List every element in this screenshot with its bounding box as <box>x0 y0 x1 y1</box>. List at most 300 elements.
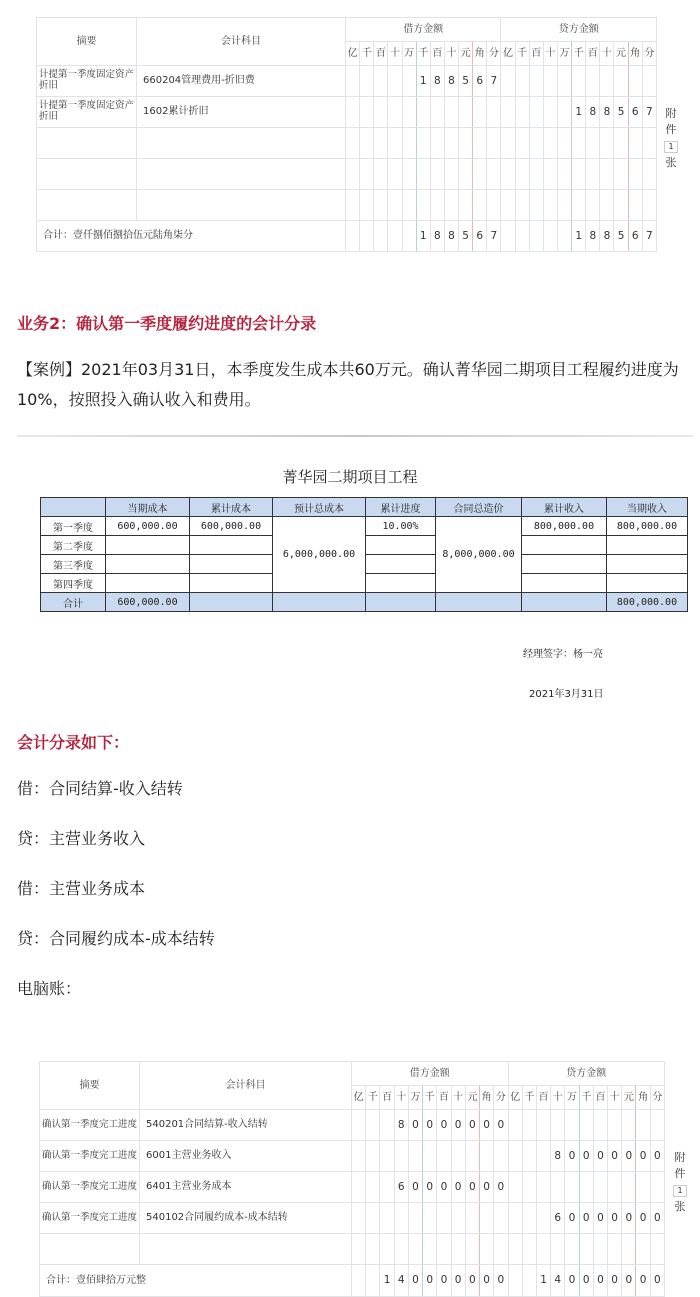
credit-digit <box>515 97 529 128</box>
empty-cell <box>416 159 430 190</box>
empty-cell <box>137 128 346 159</box>
digit-place-header: 千 <box>366 1086 380 1110</box>
attachment-count-box: 1 <box>673 1185 687 1197</box>
quarter-label: 第四季度 <box>41 574 106 593</box>
empty-cell <box>551 1234 565 1265</box>
credit-digit: 0 <box>608 1141 622 1172</box>
debit-digit <box>360 97 374 128</box>
empty-cell <box>37 190 137 221</box>
digit-place-header: 千 <box>416 42 430 66</box>
column-header-account: 会计科目 <box>140 1062 352 1110</box>
empty-cell <box>557 190 571 221</box>
empty-cell <box>572 159 586 190</box>
digit-place-header: 百 <box>586 42 600 66</box>
empty-cell <box>402 128 416 159</box>
debit-digit: 0 <box>494 1172 508 1203</box>
total-label: 合计：壹仟捌佰捌拾伍元陆角柒分 <box>37 221 346 252</box>
empty-cell <box>522 593 607 612</box>
credit-digit: 0 <box>650 1141 664 1172</box>
section-heading: 业务2：确认第一季度履约进度的会计分录 <box>17 314 317 333</box>
debit-digit <box>352 1110 366 1141</box>
debit-digit <box>380 1203 394 1234</box>
header-corner <box>41 498 106 517</box>
empty-cell <box>346 159 360 190</box>
empty-cell <box>360 159 374 190</box>
debit-digit <box>430 97 444 128</box>
debit-digit <box>374 66 388 97</box>
empty-cell <box>522 536 607 555</box>
debit-digit <box>352 1203 366 1234</box>
row-account: 6401主营业务成本 <box>140 1172 352 1203</box>
total-debit-digit: 5 <box>459 221 473 252</box>
empty-cell <box>650 1234 664 1265</box>
total-debit-digit: 0 <box>479 1265 493 1297</box>
debit-digit <box>366 1172 380 1203</box>
total-label: 合计：壹佰肆拾万元整 <box>40 1265 352 1297</box>
debit-digit <box>437 1203 451 1234</box>
column-header-debit: 借方金额 <box>352 1062 509 1086</box>
empty-cell <box>487 128 501 159</box>
digit-place-header: 角 <box>628 42 642 66</box>
digit-place-header: 千 <box>423 1086 437 1110</box>
empty-cell <box>607 536 688 555</box>
debit-digit <box>388 66 402 97</box>
empty-cell <box>515 190 529 221</box>
empty-cell <box>636 1234 650 1265</box>
total-credit-digit: 8 <box>600 221 614 252</box>
total-credit-digit <box>543 221 557 252</box>
empty-cell <box>600 128 614 159</box>
empty-cell <box>473 128 487 159</box>
digit-place-header: 元 <box>622 1086 636 1110</box>
debit-digit <box>366 1110 380 1141</box>
credit-digit <box>608 1110 622 1141</box>
digit-place-header: 百 <box>529 42 543 66</box>
voucher-row <box>40 1110 665 1141</box>
debit-digit: 0 <box>437 1172 451 1203</box>
credit-digit <box>650 1172 664 1203</box>
credit-digit <box>565 1172 579 1203</box>
empty-cell <box>642 159 656 190</box>
total-credit-digit <box>515 221 529 252</box>
credit-digit <box>551 1172 565 1203</box>
row-summary: 计提第一季度固定资产折旧 <box>37 97 137 128</box>
total-debit-digit <box>402 221 416 252</box>
empty-cell <box>37 128 137 159</box>
empty-cell <box>190 593 273 612</box>
entry-line-1: 借：合同结算-收入结转 <box>17 779 183 798</box>
digit-place-header: 十 <box>600 42 614 66</box>
empty-cell <box>190 555 273 574</box>
credit-digit <box>622 1110 636 1141</box>
empty-cell <box>600 190 614 221</box>
empty-cell <box>106 555 190 574</box>
debit-digit <box>394 1203 408 1234</box>
credit-digit: 6 <box>551 1203 565 1234</box>
debit-digit: 8 <box>394 1110 408 1141</box>
digit-place-header: 分 <box>494 1086 508 1110</box>
credit-digit: 6 <box>628 97 642 128</box>
entries-heading: 会计分录如下： <box>17 733 130 752</box>
empty-cell <box>436 593 522 612</box>
empty-cell <box>459 159 473 190</box>
empty-cell <box>508 1234 522 1265</box>
debit-digit <box>473 97 487 128</box>
estimated-total-cost: 6,000,000.00 <box>273 517 366 593</box>
debit-digit <box>360 66 374 97</box>
empty-cell <box>402 190 416 221</box>
attachment-count <box>660 106 682 171</box>
quarter-label: 第一季度 <box>41 517 106 536</box>
empty-cell <box>388 128 402 159</box>
manager-signature: 经理签字：杨一亮 <box>523 649 603 660</box>
total-credit-digit: 1 <box>536 1265 550 1297</box>
total-debit-digit: 0 <box>437 1265 451 1297</box>
credit-digit <box>529 66 543 97</box>
digit-place-header: 元 <box>459 42 473 66</box>
row-summary: 确认第一季度完工进度 <box>40 1203 140 1234</box>
empty-cell <box>416 190 430 221</box>
total-credit-digit: 4 <box>551 1265 565 1297</box>
empty-cell <box>430 128 444 159</box>
total-debit-digit: 8 <box>444 221 458 252</box>
credit-digit <box>529 97 543 128</box>
empty-cell <box>586 190 600 221</box>
debit-digit <box>380 1172 394 1203</box>
digit-place-header: 万 <box>402 42 416 66</box>
empty-cell <box>366 536 436 555</box>
signature-date: 2021年3月31日 <box>529 689 604 700</box>
total-credit-digit <box>529 221 543 252</box>
header-cumulative-cost: 累计成本 <box>190 498 273 517</box>
debit-digit: 0 <box>437 1110 451 1141</box>
empty-cell <box>529 128 543 159</box>
total-credit-digit <box>522 1265 536 1297</box>
empty-cell <box>614 159 628 190</box>
digit-place-header: 百 <box>374 42 388 66</box>
credit-digit <box>650 1110 664 1141</box>
empty-cell <box>572 128 586 159</box>
empty-cell <box>346 128 360 159</box>
empty-cell <box>190 536 273 555</box>
digit-place-header: 万 <box>557 42 571 66</box>
q1-cumulative-cost: 600,000.00 <box>190 517 273 536</box>
total-debit-digit: 1 <box>380 1265 394 1297</box>
credit-digit <box>522 1172 536 1203</box>
debit-digit <box>423 1203 437 1234</box>
debit-digit <box>408 1141 422 1172</box>
digit-place-header: 元 <box>465 1086 479 1110</box>
empty-cell <box>522 1234 536 1265</box>
debit-digit <box>394 1141 408 1172</box>
total-debit-digit <box>346 221 360 252</box>
voucher-row <box>40 1172 665 1203</box>
digit-place-header: 亿 <box>352 1086 366 1110</box>
column-header-credit: 贷方金额 <box>501 18 656 42</box>
debit-digit: 0 <box>479 1110 493 1141</box>
empty-cell <box>579 1234 593 1265</box>
debit-digit <box>346 97 360 128</box>
credit-digit <box>614 66 628 97</box>
digit-place-header: 万 <box>408 1086 422 1110</box>
empty-cell <box>543 159 557 190</box>
credit-digit <box>536 1172 550 1203</box>
total-credit-digit <box>501 221 515 252</box>
digit-place-header: 千 <box>515 42 529 66</box>
debit-digit <box>380 1110 394 1141</box>
empty-cell <box>515 128 529 159</box>
total-current-cost: 600,000.00 <box>106 593 190 612</box>
empty-cell <box>416 128 430 159</box>
column-header-summary: 摘要 <box>37 18 137 66</box>
credit-digit <box>608 1172 622 1203</box>
credit-digit: 0 <box>636 1141 650 1172</box>
credit-digit <box>557 66 571 97</box>
credit-digit <box>501 66 515 97</box>
empty-cell <box>536 1234 550 1265</box>
empty-cell <box>388 159 402 190</box>
total-credit-digit <box>557 221 571 252</box>
total-credit-digit: 6 <box>628 221 642 252</box>
credit-digit: 0 <box>650 1203 664 1234</box>
empty-cell <box>40 1234 140 1265</box>
row-account: 660204管理费用-折旧费 <box>137 66 346 97</box>
debit-digit: 0 <box>494 1110 508 1141</box>
total-debit-digit: 0 <box>465 1265 479 1297</box>
digit-place-header: 分 <box>650 1086 664 1110</box>
digit-place-header: 千 <box>360 42 374 66</box>
debit-digit <box>352 1141 366 1172</box>
total-credit-digit: 0 <box>622 1265 636 1297</box>
debit-digit <box>402 97 416 128</box>
empty-cell <box>423 1234 437 1265</box>
empty-cell <box>501 190 515 221</box>
empty-cell <box>642 190 656 221</box>
digit-place-header: 亿 <box>508 1086 522 1110</box>
credit-digit: 0 <box>593 1141 607 1172</box>
empty-cell <box>522 574 607 593</box>
quarter-label: 第三季度 <box>41 555 106 574</box>
empty-cell <box>600 159 614 190</box>
digit-place-header: 元 <box>614 42 628 66</box>
row-account: 540102合同履约成本-成本结转 <box>140 1203 352 1234</box>
empty-cell <box>622 1234 636 1265</box>
header-estimated-total-cost: 预计总成本 <box>273 498 366 517</box>
column-header-summary: 摘要 <box>40 1062 140 1110</box>
row-summary: 确认第一季度完工进度 <box>40 1110 140 1141</box>
total-debit-digit: 1 <box>416 221 430 252</box>
voucher-row <box>37 66 657 97</box>
attachment-prefix: 附 <box>674 1151 686 1164</box>
empty-cell <box>444 128 458 159</box>
total-debit-digit: 0 <box>408 1265 422 1297</box>
digit-place-header: 万 <box>565 1086 579 1110</box>
digit-place-header: 十 <box>608 1086 622 1110</box>
credit-digit: 8 <box>586 97 600 128</box>
total-debit-digit <box>366 1265 380 1297</box>
empty-cell <box>522 555 607 574</box>
debit-digit: 0 <box>408 1172 422 1203</box>
credit-digit <box>543 66 557 97</box>
empty-cell <box>106 536 190 555</box>
row-account: 1602累计折旧 <box>137 97 346 128</box>
credit-digit <box>522 1203 536 1234</box>
debit-digit: 0 <box>465 1110 479 1141</box>
digit-place-header: 十 <box>451 1086 465 1110</box>
digit-place-header: 百 <box>380 1086 394 1110</box>
empty-cell <box>430 159 444 190</box>
debit-digit <box>494 1141 508 1172</box>
debit-digit <box>465 1203 479 1234</box>
entry-line-3: 借：主营业务成本 <box>17 879 146 898</box>
empty-cell <box>137 159 346 190</box>
empty-cell <box>408 1234 422 1265</box>
total-debit-digit <box>388 221 402 252</box>
voucher-row <box>37 97 657 128</box>
total-credit-digit: 0 <box>608 1265 622 1297</box>
empty-cell <box>479 1234 493 1265</box>
credit-digit: 0 <box>565 1141 579 1172</box>
total-current-revenue: 800,000.00 <box>607 593 688 612</box>
debit-digit <box>402 66 416 97</box>
credit-digit <box>551 1110 565 1141</box>
debit-digit: 0 <box>465 1172 479 1203</box>
attachment-suffix: 张 <box>665 156 677 169</box>
header-cumulative-progress: 累计进度 <box>366 498 436 517</box>
q1-progress: 10.00% <box>366 517 436 536</box>
q1-current-revenue: 800,000.00 <box>607 517 688 536</box>
debit-digit <box>465 1141 479 1172</box>
debit-digit: 6 <box>394 1172 408 1203</box>
row-summary: 确认第一季度完工进度 <box>40 1141 140 1172</box>
empty-cell <box>465 1234 479 1265</box>
debit-digit <box>451 1141 465 1172</box>
empty-cell <box>444 190 458 221</box>
empty-cell <box>459 190 473 221</box>
debit-digit: 8 <box>430 66 444 97</box>
empty-cell <box>487 159 501 190</box>
credit-digit <box>508 1172 522 1203</box>
total-credit-digit <box>508 1265 522 1297</box>
total-credit-digit: 0 <box>579 1265 593 1297</box>
empty-cell <box>374 159 388 190</box>
credit-digit <box>557 97 571 128</box>
voucher-row <box>40 1203 665 1234</box>
row-summary: 计提第一季度固定资产折旧 <box>37 66 137 97</box>
credit-digit <box>536 1110 550 1141</box>
empty-cell <box>614 128 628 159</box>
total-credit-digit: 7 <box>642 221 656 252</box>
credit-digit: 0 <box>608 1203 622 1234</box>
debit-digit <box>487 97 501 128</box>
empty-cell <box>642 128 656 159</box>
empty-cell <box>628 128 642 159</box>
empty-cell <box>366 1234 380 1265</box>
digit-place-header: 亿 <box>501 42 515 66</box>
empty-cell <box>437 1234 451 1265</box>
contract-total-price: 8,000,000.00 <box>436 517 522 593</box>
debit-digit <box>437 1141 451 1172</box>
credit-digit <box>565 1110 579 1141</box>
credit-digit: 0 <box>636 1203 650 1234</box>
empty-cell <box>572 190 586 221</box>
digit-place-header: 角 <box>479 1086 493 1110</box>
digit-place-header: 百 <box>593 1086 607 1110</box>
empty-cell <box>37 159 137 190</box>
debit-digit: 0 <box>423 1172 437 1203</box>
credit-digit: 7 <box>642 97 656 128</box>
credit-digit: 1 <box>572 97 586 128</box>
empty-cell <box>402 159 416 190</box>
case-description: 【案例】2021年03月31日，本季度发生成本共60万元。确认菁华园二期项目工程履约进度为10%，按照投入确认收入和费用。 <box>17 360 679 409</box>
credit-digit: 8 <box>600 97 614 128</box>
credit-digit <box>600 66 614 97</box>
computer-ledger-label: 电脑账： <box>17 979 82 998</box>
credit-digit <box>622 1172 636 1203</box>
digit-place-header: 分 <box>487 42 501 66</box>
column-header-debit: 借方金额 <box>346 18 501 42</box>
empty-cell <box>586 159 600 190</box>
column-header-account: 会计科目 <box>137 18 346 66</box>
total-credit-digit: 0 <box>650 1265 664 1297</box>
empty-cell <box>557 159 571 190</box>
digit-place-header: 千 <box>522 1086 536 1110</box>
debit-digit: 6 <box>473 66 487 97</box>
section-divider <box>17 435 693 437</box>
debit-digit <box>459 97 473 128</box>
empty-cell <box>273 593 366 612</box>
empty-cell <box>565 1234 579 1265</box>
digit-place-header: 十 <box>444 42 458 66</box>
total-row-label: 合计 <box>41 593 106 612</box>
empty-cell <box>444 159 458 190</box>
empty-cell <box>352 1234 366 1265</box>
empty-cell <box>106 574 190 593</box>
empty-cell <box>557 128 571 159</box>
credit-digit <box>536 1141 550 1172</box>
empty-cell <box>515 159 529 190</box>
credit-digit <box>522 1141 536 1172</box>
total-debit-digit: 6 <box>473 221 487 252</box>
empty-cell <box>360 190 374 221</box>
total-debit-digit <box>374 221 388 252</box>
debit-digit <box>494 1203 508 1234</box>
empty-cell <box>140 1234 352 1265</box>
credit-digit <box>536 1203 550 1234</box>
digit-place-header: 百 <box>430 42 444 66</box>
empty-cell <box>459 128 473 159</box>
empty-cell <box>608 1234 622 1265</box>
entry-line-4: 贷：合同履约成本-成本结转 <box>17 929 215 948</box>
header-current-revenue: 当期收入 <box>607 498 688 517</box>
debit-digit <box>416 97 430 128</box>
empty-cell <box>451 1234 465 1265</box>
q1-current-cost: 600,000.00 <box>106 517 190 536</box>
credit-digit: 0 <box>565 1203 579 1234</box>
credit-digit <box>522 1110 536 1141</box>
credit-digit: 0 <box>622 1203 636 1234</box>
debit-digit <box>423 1141 437 1172</box>
attachment-prefix: 附 <box>665 107 677 120</box>
digit-place-header: 千 <box>579 1086 593 1110</box>
total-debit-digit: 0 <box>494 1265 508 1297</box>
attachment-count-box: 1 <box>664 141 678 153</box>
digit-place-header: 十 <box>388 42 402 66</box>
credit-digit <box>628 66 642 97</box>
debit-digit <box>479 1141 493 1172</box>
empty-cell <box>346 190 360 221</box>
total-credit-digit: 1 <box>572 221 586 252</box>
